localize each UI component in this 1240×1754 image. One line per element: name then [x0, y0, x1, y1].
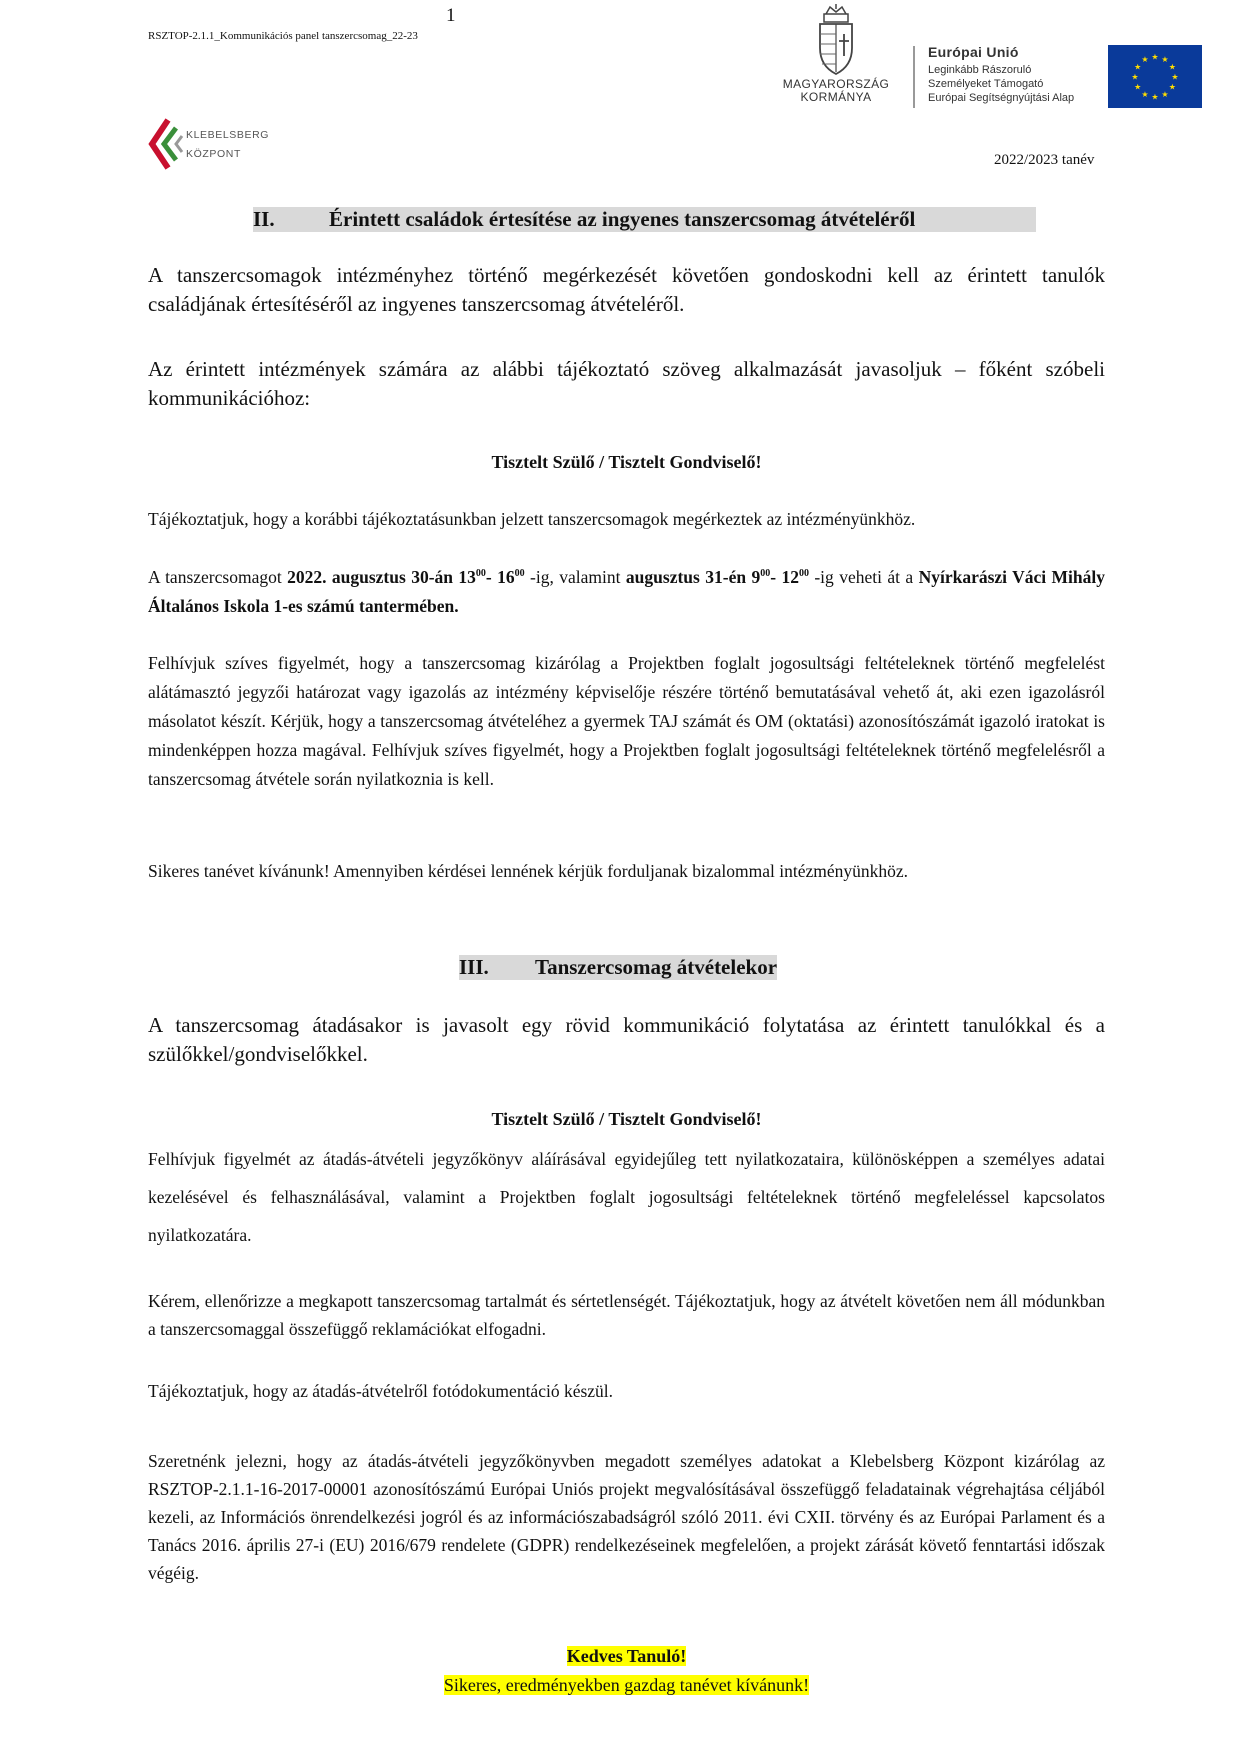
gov-line1: MAGYARORSZÁG	[782, 77, 890, 91]
section-3-photo-notice: Tájékoztatjuk, hogy az átadás-átvételről fotódokumentáció készül.	[148, 1381, 614, 1401]
eu-star: ★	[1161, 89, 1169, 99]
section-3-gdpr-notice: Szeretnénk jelezni, hogy az átadás-átvételi jegyzőkönyvben megadott személyes adatokat a Klebelsberg Központ kizárólag az RSZTOP-2.1.1-16-2017-00001 azonosítószámú Európai Uniós projekt megvalósításával összefüggő feladatainak végrehajtása céljából kezeli, az Információs önrendelkezési jogról és az információszabadságról szóló 2011. évi CXII. törvény és az Európai Parlament és a Tanács 2016. április 27-i (EU) 2016/679 rendelete (GDPR) rendelkezéseinek megfelelően, a projekt zárását követő fenntartási időszak végéig.	[148, 1451, 1105, 1583]
klebelsberg-line2: KÖZPONT	[186, 148, 241, 160]
pickup-text-1: A tanszercsomagot	[148, 567, 288, 587]
eu-line2: Személyeket Támogató	[928, 78, 1044, 90]
klebelsberg-logo	[146, 118, 276, 172]
document-code: RSZTOP-2.1.1_Kommunikációs panel tanszercsomag_22-23	[148, 30, 418, 42]
hungarian-government-logo	[774, 4, 898, 112]
section-2-number: II.	[253, 207, 275, 231]
coat-of-arms-icon	[814, 4, 858, 76]
pickup-end-1: - 16	[485, 567, 515, 587]
eu-fund-text	[928, 44, 1074, 105]
school-year: 2022/2023 tanév	[994, 152, 1095, 168]
pickup-date-2: augusztus 31-én 9	[625, 567, 761, 587]
pickup-text-2: -ig, valamint	[524, 567, 626, 587]
pickup-place: Nyírkarászi Váci Mihály Általános Iskola 1-es számú tantermében.	[148, 567, 1105, 616]
klebelsberg-line1: KLEBELSBERG	[186, 129, 270, 141]
eu-star: ★	[1134, 82, 1142, 92]
eu-star: ★	[1171, 72, 1179, 82]
closing-greeting	[148, 1646, 1105, 1667]
eu-star: ★	[1168, 82, 1176, 92]
pickup-date-1: 2022. augusztus 30-án 13	[287, 567, 476, 587]
page-number: 1	[446, 5, 456, 26]
pickup-sup-1: 00	[475, 568, 486, 579]
eu-star: ★	[1141, 55, 1149, 65]
section-2-eligibility-notice: Felhívjuk szíves figyelmét, hogy a tanszercsomag kizárólag a Projektben foglalt jogosultsági feltételeknek történő megfelelést alátámasztó jegyzői határozat vagy igazolás az intézmény képviselője részére történő bemutatásával vehető át, aki ezen igazolásról másolatot készít. Kérjük, hogy a tanszercsomag átvételéhez a gyermek TAJ számát és OM (oktatási) azonosítószámát igazoló iratokat is mindenképpen hozza magával. Felhívjuk szíves figyelmét, hogy a Projektben foglalt jogosultsági feltételeknek történő megfelelésről a tanszercsomag átvétele során nyilatkoznia is kell.	[148, 653, 1105, 789]
logo-divider	[913, 46, 915, 108]
section-2-intro: A tanszercsomagok intézményhez történő megérkezését követően gondoskodni kell az érintett tanulók családjának értesítéséről az ingyenes tanszercsomag átvételéről.	[148, 263, 1105, 316]
section-3-salutation: Tisztelt Szülő / Tisztelt Gondviselő!	[491, 1109, 762, 1129]
eu-flag-icon	[1108, 45, 1202, 108]
section-3-number: III.	[459, 955, 489, 979]
eu-star: ★	[1168, 62, 1176, 72]
section-3-check-notice: Kérem, ellenőrizze a megkapott tanszercsomag tartalmát és sértetlenségét. Tájékoztatjuk, hogy az átvételt követően nem áll módunkban a tanszercsomaggal összefüggő reklamációkat elfogadni.	[148, 1291, 1105, 1339]
pickup-sup-2: 00	[514, 568, 525, 579]
pickup-details	[148, 563, 1105, 621]
section-3-intro: A tanszercsomag átadásakor is javasolt egy rövid kommunikáció folytatása az érintett tanulókkal és a szülőkkel/gondviselőkkel.	[148, 1013, 1105, 1066]
eu-title: Európai Unió	[928, 44, 1019, 60]
eu-star: ★	[1161, 55, 1169, 65]
pickup-sup-3: 00	[760, 568, 771, 579]
klebelsberg-chevron-icon	[146, 118, 186, 170]
section-2-closing-notice: Sikeres tanévet kívánunk! Amennyiben kérdései lennének kérjük forduljanak bizalommal intézményünkhöz.	[148, 861, 909, 881]
closing-wish	[148, 1675, 1105, 1696]
section-2-heading	[253, 207, 1036, 232]
closing-line-2: Sikeres, eredményekben gazdag tanévet kívánunk!	[443, 1675, 810, 1695]
section-2-title: Érintett családok értesítése az ingyenes tanszercsomag átvételéről	[329, 207, 916, 231]
pickup-sup-4: 00	[798, 568, 809, 579]
pickup-end-2: - 12	[770, 567, 799, 587]
pickup-text-3: -ig veheti át a	[808, 567, 919, 587]
section-2-recommendation: Az érintett intézmények számára az alábbi tájékoztató szöveg alkalmazását javasoljuk – főként szóbeli kommunikációhoz:	[148, 357, 1105, 410]
section-3-title: Tanszercsomag átvételekor	[535, 955, 778, 979]
section-3-heading	[459, 955, 777, 980]
eu-star: ★	[1134, 62, 1142, 72]
section-2-arrival-notice: Tájékoztatjuk, hogy a korábbi tájékoztatásunkban jelzett tanszercsomagok megérkeztek az intézményünkhöz.	[148, 509, 916, 529]
eu-line3: Európai Segítségnyújtási Alap	[928, 92, 1075, 104]
section-3-declaration-notice: Felhívjuk figyelmét az átadás-átvételi jegyzőkönyv aláírásával egyidejűleg tett nyilatkozataira, különösképpen a személyes adatai kezelésével és felhasználásával, valamint a Projektben foglalt jogosultsági feltételeknek történő megfeleléssel kapcsolatos nyilatkozatára.	[148, 1149, 1105, 1245]
section-2-salutation: Tisztelt Szülő / Tisztelt Gondviselő!	[491, 452, 762, 472]
gov-line2: KORMÁNYA	[800, 90, 872, 104]
eu-star: ★	[1131, 72, 1139, 82]
eu-star: ★	[1141, 89, 1149, 99]
eu-line1: Leginkább Rászoruló	[928, 64, 1032, 76]
closing-line-1: Kedves Tanuló!	[566, 1646, 687, 1666]
eu-star: ★	[1151, 92, 1159, 102]
eu-star: ★	[1151, 52, 1159, 62]
